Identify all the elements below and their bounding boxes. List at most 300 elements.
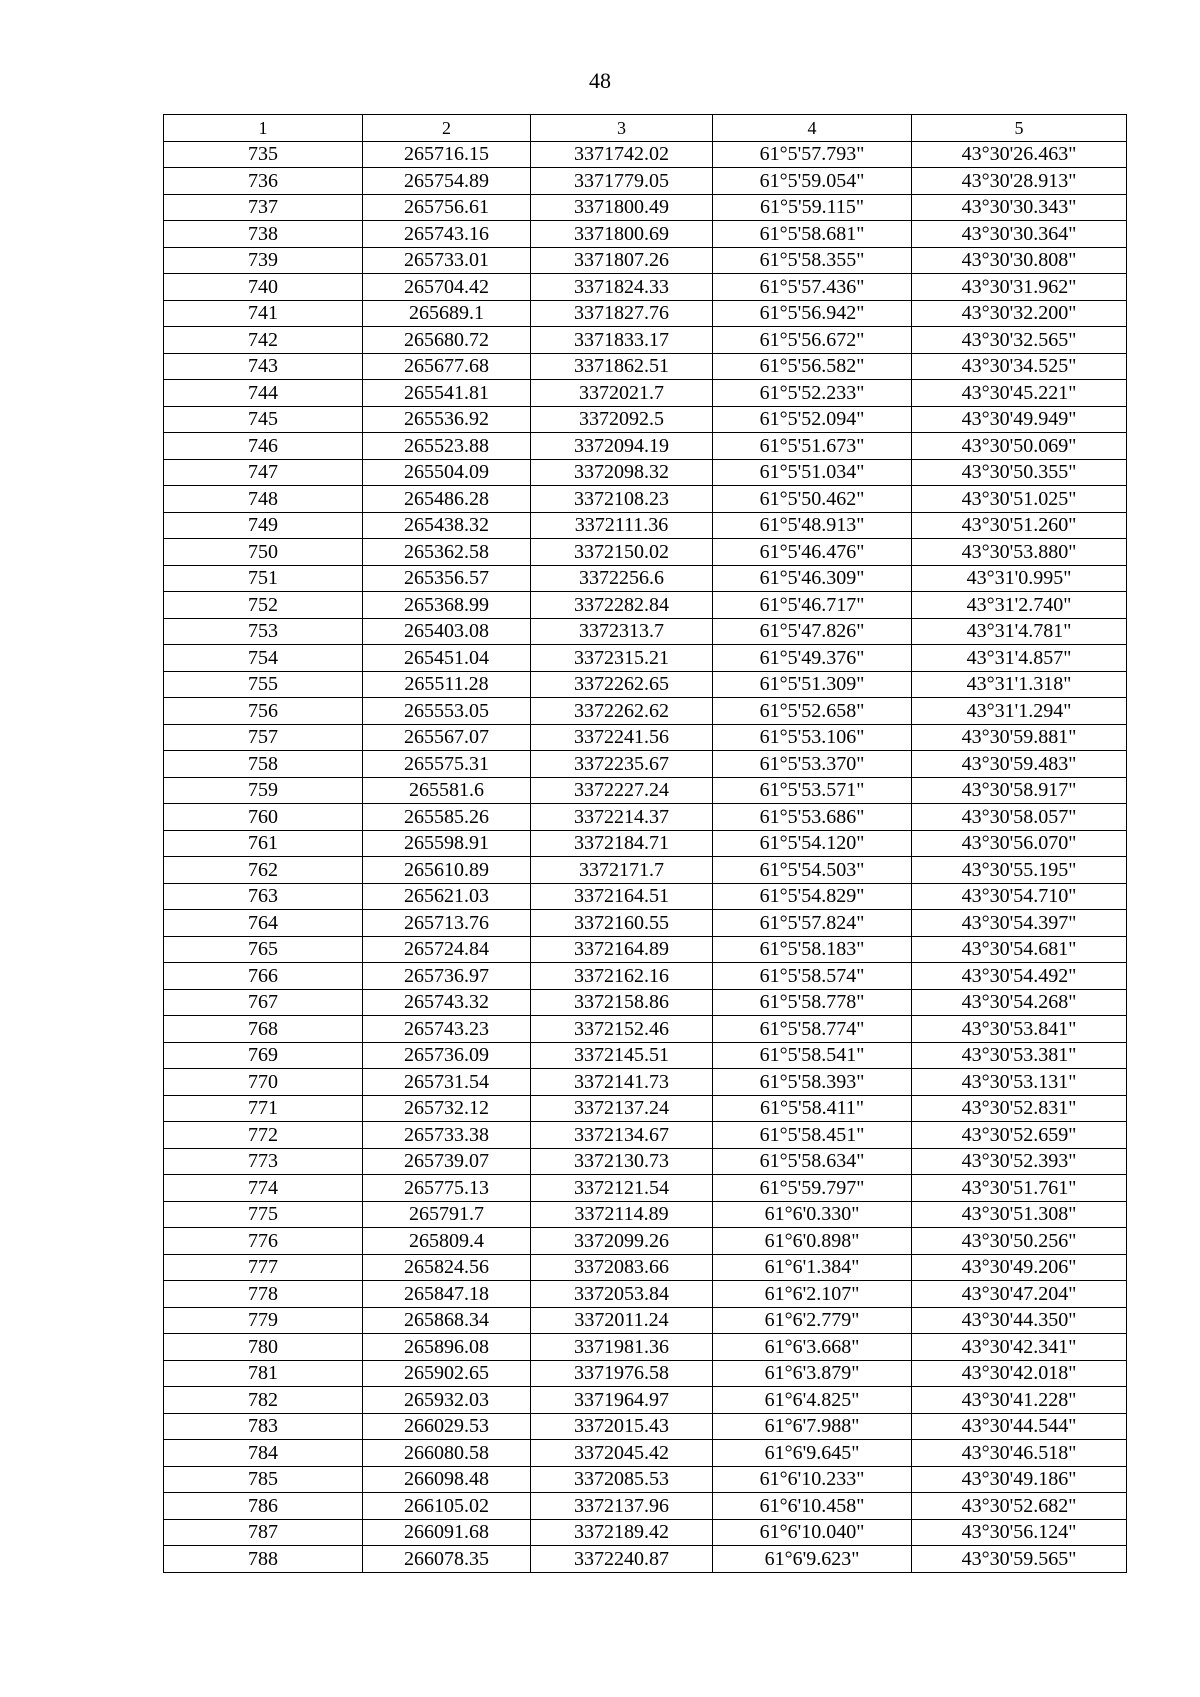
x-coordinate-cell: 266098.48	[363, 1466, 531, 1493]
y-coordinate-cell: 3371833.17	[531, 327, 713, 354]
point-number-cell: 754	[164, 645, 363, 672]
latitude-cell: 43°30'52.831"	[912, 1095, 1127, 1122]
longitude-cell: 61°5'58.774"	[713, 1016, 912, 1043]
point-number-cell: 770	[164, 1069, 363, 1096]
point-number-cell: 735	[164, 141, 363, 168]
point-number-cell: 747	[164, 459, 363, 486]
point-number-cell: 742	[164, 327, 363, 354]
latitude-cell: 43°30'58.057"	[912, 804, 1127, 831]
table-row	[164, 433, 1127, 460]
table-row	[164, 751, 1127, 778]
x-coordinate-cell: 265567.07	[363, 724, 531, 751]
point-number-cell: 737	[164, 194, 363, 221]
table-row	[164, 512, 1127, 539]
longitude-cell: 61°5'53.571"	[713, 777, 912, 804]
table-row	[164, 645, 1127, 672]
point-number-cell: 748	[164, 486, 363, 513]
point-number-cell: 752	[164, 592, 363, 619]
table-row	[164, 380, 1127, 407]
point-number-cell: 750	[164, 539, 363, 566]
y-coordinate-cell: 3372094.19	[531, 433, 713, 460]
latitude-cell: 43°30'42.018"	[912, 1360, 1127, 1387]
point-number-cell: 762	[164, 857, 363, 884]
latitude-cell: 43°30'51.308"	[912, 1201, 1127, 1228]
y-coordinate-cell: 3372011.24	[531, 1307, 713, 1334]
point-number-cell: 758	[164, 751, 363, 778]
x-coordinate-cell: 265362.58	[363, 539, 531, 566]
latitude-cell: 43°30'30.364"	[912, 221, 1127, 248]
latitude-cell: 43°30'34.525"	[912, 353, 1127, 380]
x-coordinate-cell: 265486.28	[363, 486, 531, 513]
table-row	[164, 1387, 1127, 1414]
table-row	[164, 353, 1127, 380]
y-coordinate-cell: 3372114.89	[531, 1201, 713, 1228]
table-row	[164, 936, 1127, 963]
x-coordinate-cell: 266091.68	[363, 1519, 531, 1546]
latitude-cell: 43°30'46.518"	[912, 1440, 1127, 1467]
longitude-cell: 61°5'52.658"	[713, 698, 912, 725]
latitude-cell: 43°30'45.221"	[912, 380, 1127, 407]
point-number-cell: 788	[164, 1546, 363, 1573]
latitude-cell: 43°30'53.841"	[912, 1016, 1127, 1043]
y-coordinate-cell: 3372171.7	[531, 857, 713, 884]
table-row	[164, 1519, 1127, 1546]
latitude-cell: 43°30'50.355"	[912, 459, 1127, 486]
table-row	[164, 1095, 1127, 1122]
x-coordinate-cell: 265356.57	[363, 565, 531, 592]
table-row	[164, 1466, 1127, 1493]
longitude-cell: 61°5'57.793"	[713, 141, 912, 168]
latitude-cell: 43°30'51.260"	[912, 512, 1127, 539]
latitude-cell: 43°30'32.565"	[912, 327, 1127, 354]
y-coordinate-cell: 3372227.24	[531, 777, 713, 804]
table-row	[164, 671, 1127, 698]
y-coordinate-cell: 3372235.67	[531, 751, 713, 778]
latitude-cell: 43°31'0.995"	[912, 565, 1127, 592]
longitude-cell: 61°5'47.826"	[713, 618, 912, 645]
latitude-cell: 43°30'41.228"	[912, 1387, 1127, 1414]
longitude-cell: 61°5'51.309"	[713, 671, 912, 698]
latitude-cell: 43°30'53.131"	[912, 1069, 1127, 1096]
y-coordinate-cell: 3372313.7	[531, 618, 713, 645]
point-number-cell: 743	[164, 353, 363, 380]
table-row	[164, 168, 1127, 195]
y-coordinate-cell: 3372021.7	[531, 380, 713, 407]
point-number-cell: 774	[164, 1175, 363, 1202]
point-number-cell: 777	[164, 1254, 363, 1281]
x-coordinate-cell: 265733.38	[363, 1122, 531, 1149]
x-coordinate-cell: 265536.92	[363, 406, 531, 433]
longitude-cell: 61°5'57.436"	[713, 274, 912, 301]
x-coordinate-cell: 265523.88	[363, 433, 531, 460]
y-coordinate-cell: 3372164.89	[531, 936, 713, 963]
table-row	[164, 830, 1127, 857]
y-coordinate-cell: 3372262.65	[531, 671, 713, 698]
longitude-cell: 61°5'53.106"	[713, 724, 912, 751]
latitude-cell: 43°31'1.294"	[912, 698, 1127, 725]
latitude-cell: 43°30'59.881"	[912, 724, 1127, 751]
latitude-cell: 43°30'54.268"	[912, 989, 1127, 1016]
x-coordinate-cell: 265736.97	[363, 963, 531, 990]
y-coordinate-cell: 3372130.73	[531, 1148, 713, 1175]
x-coordinate-cell: 265610.89	[363, 857, 531, 884]
y-coordinate-cell: 3371862.51	[531, 353, 713, 380]
latitude-cell: 43°30'56.070"	[912, 830, 1127, 857]
y-coordinate-cell: 3372092.5	[531, 406, 713, 433]
point-number-cell: 739	[164, 247, 363, 274]
point-number-cell: 769	[164, 1042, 363, 1069]
longitude-cell: 61°5'52.233"	[713, 380, 912, 407]
point-number-cell: 744	[164, 380, 363, 407]
point-number-cell: 766	[164, 963, 363, 990]
x-coordinate-cell: 265553.05	[363, 698, 531, 725]
longitude-cell: 61°5'46.717"	[713, 592, 912, 619]
y-coordinate-cell: 3371981.36	[531, 1334, 713, 1361]
y-coordinate-cell: 3372098.32	[531, 459, 713, 486]
latitude-cell: 43°30'42.341"	[912, 1334, 1127, 1361]
longitude-cell: 61°6'1.384"	[713, 1254, 912, 1281]
longitude-cell: 61°5'53.370"	[713, 751, 912, 778]
y-coordinate-cell: 3372240.87	[531, 1546, 713, 1573]
longitude-cell: 61°5'50.462"	[713, 486, 912, 513]
x-coordinate-cell: 265824.56	[363, 1254, 531, 1281]
y-coordinate-cell: 3372162.16	[531, 963, 713, 990]
latitude-cell: 43°30'47.204"	[912, 1281, 1127, 1308]
latitude-cell: 43°30'54.710"	[912, 883, 1127, 910]
point-number-cell: 779	[164, 1307, 363, 1334]
latitude-cell: 43°30'49.186"	[912, 1466, 1127, 1493]
column-header: 1	[164, 115, 363, 142]
y-coordinate-cell: 3372099.26	[531, 1228, 713, 1255]
table-row	[164, 1254, 1127, 1281]
point-number-cell: 767	[164, 989, 363, 1016]
point-number-cell: 751	[164, 565, 363, 592]
longitude-cell: 61°5'58.183"	[713, 936, 912, 963]
longitude-cell: 61°5'58.574"	[713, 963, 912, 990]
latitude-cell: 43°30'32.200"	[912, 300, 1127, 327]
x-coordinate-cell: 266078.35	[363, 1546, 531, 1573]
table-row	[164, 1281, 1127, 1308]
x-coordinate-cell: 265736.09	[363, 1042, 531, 1069]
x-coordinate-cell: 265511.28	[363, 671, 531, 698]
latitude-cell: 43°30'28.913"	[912, 168, 1127, 195]
y-coordinate-cell: 3372137.96	[531, 1493, 713, 1520]
longitude-cell: 61°6'10.040"	[713, 1519, 912, 1546]
y-coordinate-cell: 3372256.6	[531, 565, 713, 592]
table-row	[164, 1016, 1127, 1043]
latitude-cell: 43°30'50.256"	[912, 1228, 1127, 1255]
longitude-cell: 61°5'58.411"	[713, 1095, 912, 1122]
latitude-cell: 43°31'4.781"	[912, 618, 1127, 645]
longitude-cell: 61°5'53.686"	[713, 804, 912, 831]
x-coordinate-cell: 265575.31	[363, 751, 531, 778]
longitude-cell: 61°5'51.673"	[713, 433, 912, 460]
x-coordinate-cell: 265598.91	[363, 830, 531, 857]
y-coordinate-cell: 3372015.43	[531, 1413, 713, 1440]
point-number-cell: 741	[164, 300, 363, 327]
latitude-cell: 43°31'4.857"	[912, 645, 1127, 672]
column-header: 4	[713, 115, 912, 142]
longitude-cell: 61°5'46.476"	[713, 539, 912, 566]
x-coordinate-cell: 265868.34	[363, 1307, 531, 1334]
y-coordinate-cell: 3372111.36	[531, 512, 713, 539]
x-coordinate-cell: 265585.26	[363, 804, 531, 831]
point-number-cell: 765	[164, 936, 363, 963]
latitude-cell: 43°30'49.206"	[912, 1254, 1127, 1281]
table-header-row	[164, 115, 1127, 142]
x-coordinate-cell: 265932.03	[363, 1387, 531, 1414]
x-coordinate-cell: 265704.42	[363, 274, 531, 301]
point-number-cell: 756	[164, 698, 363, 725]
point-number-cell: 778	[164, 1281, 363, 1308]
x-coordinate-cell: 265733.01	[363, 247, 531, 274]
x-coordinate-cell: 265743.16	[363, 221, 531, 248]
point-number-cell: 740	[164, 274, 363, 301]
point-number-cell: 787	[164, 1519, 363, 1546]
x-coordinate-cell: 265731.54	[363, 1069, 531, 1096]
table-row	[164, 327, 1127, 354]
table-row	[164, 1440, 1127, 1467]
table-row	[164, 459, 1127, 486]
longitude-cell: 61°6'3.879"	[713, 1360, 912, 1387]
y-coordinate-cell: 3372108.23	[531, 486, 713, 513]
point-number-cell: 763	[164, 883, 363, 910]
longitude-cell: 61°5'59.115"	[713, 194, 912, 221]
point-number-cell: 757	[164, 724, 363, 751]
x-coordinate-cell: 265724.84	[363, 936, 531, 963]
table-row	[164, 1069, 1127, 1096]
y-coordinate-cell: 3372134.67	[531, 1122, 713, 1149]
longitude-cell: 61°5'58.355"	[713, 247, 912, 274]
table-row	[164, 1546, 1127, 1573]
x-coordinate-cell: 265403.08	[363, 618, 531, 645]
y-coordinate-cell: 3372262.62	[531, 698, 713, 725]
y-coordinate-cell: 3372214.37	[531, 804, 713, 831]
longitude-cell: 61°5'58.541"	[713, 1042, 912, 1069]
x-coordinate-cell: 265713.76	[363, 910, 531, 937]
table-row	[164, 1201, 1127, 1228]
column-header: 2	[363, 115, 531, 142]
latitude-cell: 43°31'2.740"	[912, 592, 1127, 619]
latitude-cell: 43°30'50.069"	[912, 433, 1127, 460]
x-coordinate-cell: 265451.04	[363, 645, 531, 672]
y-coordinate-cell: 3371742.02	[531, 141, 713, 168]
y-coordinate-cell: 3371964.97	[531, 1387, 713, 1414]
point-number-cell: 776	[164, 1228, 363, 1255]
y-coordinate-cell: 3371800.49	[531, 194, 713, 221]
point-number-cell: 775	[164, 1201, 363, 1228]
x-coordinate-cell: 265739.07	[363, 1148, 531, 1175]
table-row	[164, 883, 1127, 910]
latitude-cell: 43°30'58.917"	[912, 777, 1127, 804]
longitude-cell: 61°5'57.824"	[713, 910, 912, 937]
longitude-cell: 61°5'58.778"	[713, 989, 912, 1016]
x-coordinate-cell: 265689.1	[363, 300, 531, 327]
longitude-cell: 61°5'46.309"	[713, 565, 912, 592]
table-row	[164, 1413, 1127, 1440]
latitude-cell: 43°30'54.492"	[912, 963, 1127, 990]
x-coordinate-cell: 265809.4	[363, 1228, 531, 1255]
point-number-cell: 768	[164, 1016, 363, 1043]
longitude-cell: 61°5'54.503"	[713, 857, 912, 884]
table-row	[164, 141, 1127, 168]
x-coordinate-cell: 265504.09	[363, 459, 531, 486]
page-number: 48	[589, 68, 611, 93]
longitude-cell: 61°5'59.054"	[713, 168, 912, 195]
table-row	[164, 724, 1127, 751]
table-row	[164, 221, 1127, 248]
longitude-cell: 61°5'58.451"	[713, 1122, 912, 1149]
table-row	[164, 1334, 1127, 1361]
point-number-cell: 781	[164, 1360, 363, 1387]
longitude-cell: 61°5'58.681"	[713, 221, 912, 248]
y-coordinate-cell: 3372184.71	[531, 830, 713, 857]
table-row	[164, 592, 1127, 619]
x-coordinate-cell: 266080.58	[363, 1440, 531, 1467]
point-number-cell: 764	[164, 910, 363, 937]
x-coordinate-cell: 265775.13	[363, 1175, 531, 1202]
longitude-cell: 61°6'10.458"	[713, 1493, 912, 1520]
latitude-cell: 43°30'53.880"	[912, 539, 1127, 566]
table-row	[164, 910, 1127, 937]
x-coordinate-cell: 265743.32	[363, 989, 531, 1016]
longitude-cell: 61°5'56.942"	[713, 300, 912, 327]
table-row	[164, 804, 1127, 831]
point-number-cell: 782	[164, 1387, 363, 1414]
table-row	[164, 565, 1127, 592]
table-row	[164, 618, 1127, 645]
longitude-cell: 61°5'56.582"	[713, 353, 912, 380]
y-coordinate-cell: 3372164.51	[531, 883, 713, 910]
table-row	[164, 1360, 1127, 1387]
x-coordinate-cell: 265902.65	[363, 1360, 531, 1387]
point-number-cell: 755	[164, 671, 363, 698]
latitude-cell: 43°30'59.565"	[912, 1546, 1127, 1573]
y-coordinate-cell: 3372158.86	[531, 989, 713, 1016]
table-row	[164, 1122, 1127, 1149]
y-coordinate-cell: 3372145.51	[531, 1042, 713, 1069]
y-coordinate-cell: 3371800.69	[531, 221, 713, 248]
table-row	[164, 274, 1127, 301]
latitude-cell: 43°30'52.682"	[912, 1493, 1127, 1520]
latitude-cell: 43°30'52.659"	[912, 1122, 1127, 1149]
y-coordinate-cell: 3372152.46	[531, 1016, 713, 1043]
y-coordinate-cell: 3372121.54	[531, 1175, 713, 1202]
x-coordinate-cell: 265791.7	[363, 1201, 531, 1228]
longitude-cell: 61°5'58.634"	[713, 1148, 912, 1175]
y-coordinate-cell: 3372282.84	[531, 592, 713, 619]
point-number-cell: 753	[164, 618, 363, 645]
latitude-cell: 43°30'30.343"	[912, 194, 1127, 221]
table-row	[164, 1228, 1127, 1255]
x-coordinate-cell: 265732.12	[363, 1095, 531, 1122]
latitude-cell: 43°30'44.544"	[912, 1413, 1127, 1440]
point-number-cell: 749	[164, 512, 363, 539]
x-coordinate-cell: 265680.72	[363, 327, 531, 354]
x-coordinate-cell: 265754.89	[363, 168, 531, 195]
column-header: 3	[531, 115, 713, 142]
table-row	[164, 777, 1127, 804]
table-row	[164, 857, 1127, 884]
latitude-cell: 43°30'44.350"	[912, 1307, 1127, 1334]
longitude-cell: 61°6'0.330"	[713, 1201, 912, 1228]
y-coordinate-cell: 3372160.55	[531, 910, 713, 937]
longitude-cell: 61°5'54.120"	[713, 830, 912, 857]
longitude-cell: 61°6'2.107"	[713, 1281, 912, 1308]
latitude-cell: 43°30'49.949"	[912, 406, 1127, 433]
table-row	[164, 486, 1127, 513]
y-coordinate-cell: 3372045.42	[531, 1440, 713, 1467]
y-coordinate-cell: 3371824.33	[531, 274, 713, 301]
x-coordinate-cell: 265621.03	[363, 883, 531, 910]
x-coordinate-cell: 265743.23	[363, 1016, 531, 1043]
x-coordinate-cell: 266029.53	[363, 1413, 531, 1440]
longitude-cell: 61°5'51.034"	[713, 459, 912, 486]
y-coordinate-cell: 3371827.76	[531, 300, 713, 327]
longitude-cell: 61°5'48.913"	[713, 512, 912, 539]
y-coordinate-cell: 3371779.05	[531, 168, 713, 195]
x-coordinate-cell: 266105.02	[363, 1493, 531, 1520]
point-number-cell: 773	[164, 1148, 363, 1175]
longitude-cell: 61°5'58.393"	[713, 1069, 912, 1096]
table-row	[164, 1042, 1127, 1069]
x-coordinate-cell: 265581.6	[363, 777, 531, 804]
x-coordinate-cell: 265368.99	[363, 592, 531, 619]
latitude-cell: 43°30'31.962"	[912, 274, 1127, 301]
point-number-cell: 736	[164, 168, 363, 195]
table-row	[164, 1148, 1127, 1175]
y-coordinate-cell: 3372189.42	[531, 1519, 713, 1546]
x-coordinate-cell: 265438.32	[363, 512, 531, 539]
longitude-cell: 61°6'7.988"	[713, 1413, 912, 1440]
table-row	[164, 300, 1127, 327]
y-coordinate-cell: 3372053.84	[531, 1281, 713, 1308]
coordinates-table	[163, 114, 1127, 1573]
x-coordinate-cell: 265677.68	[363, 353, 531, 380]
y-coordinate-cell: 3372083.66	[531, 1254, 713, 1281]
latitude-cell: 43°30'54.397"	[912, 910, 1127, 937]
y-coordinate-cell: 3372150.02	[531, 539, 713, 566]
latitude-cell: 43°30'59.483"	[912, 751, 1127, 778]
point-number-cell: 785	[164, 1466, 363, 1493]
table-row	[164, 1307, 1127, 1334]
longitude-cell: 61°5'59.797"	[713, 1175, 912, 1202]
point-number-cell: 780	[164, 1334, 363, 1361]
point-number-cell: 760	[164, 804, 363, 831]
table-row	[164, 1175, 1127, 1202]
latitude-cell: 43°30'51.761"	[912, 1175, 1127, 1202]
latitude-cell: 43°30'51.025"	[912, 486, 1127, 513]
longitude-cell: 61°6'9.623"	[713, 1546, 912, 1573]
point-number-cell: 746	[164, 433, 363, 460]
x-coordinate-cell: 265716.15	[363, 141, 531, 168]
latitude-cell: 43°30'30.808"	[912, 247, 1127, 274]
x-coordinate-cell: 265541.81	[363, 380, 531, 407]
longitude-cell: 61°5'49.376"	[713, 645, 912, 672]
latitude-cell: 43°30'26.463"	[912, 141, 1127, 168]
longitude-cell: 61°6'2.779"	[713, 1307, 912, 1334]
latitude-cell: 43°30'54.681"	[912, 936, 1127, 963]
point-number-cell: 772	[164, 1122, 363, 1149]
latitude-cell: 43°30'52.393"	[912, 1148, 1127, 1175]
latitude-cell: 43°30'55.195"	[912, 857, 1127, 884]
longitude-cell: 61°6'3.668"	[713, 1334, 912, 1361]
longitude-cell: 61°5'52.094"	[713, 406, 912, 433]
table-row	[164, 194, 1127, 221]
latitude-cell: 43°30'56.124"	[912, 1519, 1127, 1546]
x-coordinate-cell: 265847.18	[363, 1281, 531, 1308]
table-row	[164, 406, 1127, 433]
